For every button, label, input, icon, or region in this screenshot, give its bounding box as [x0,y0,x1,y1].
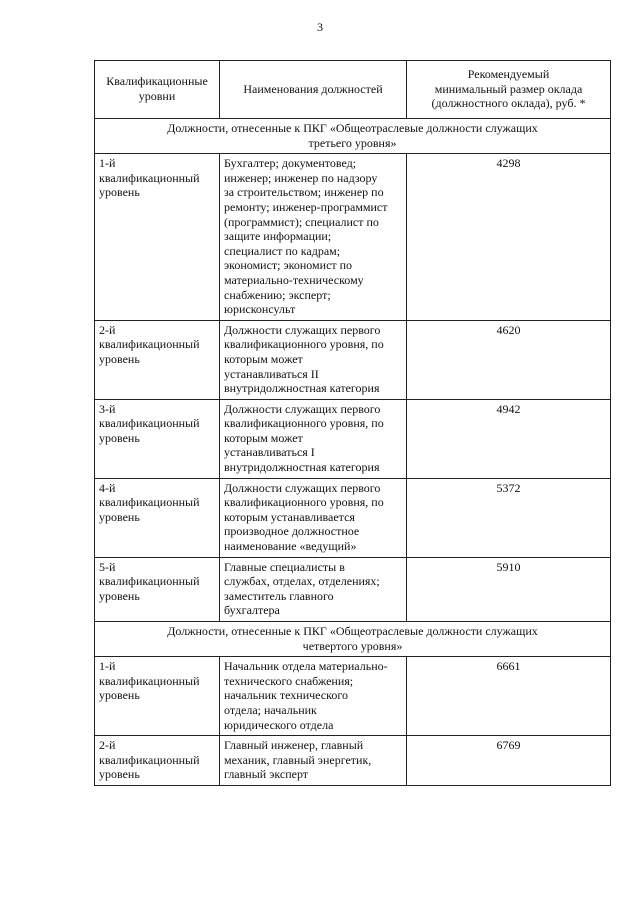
table-body [95,119,611,786]
positions-cell: Начальник отдела материально- технического снабжения; начальник технического отдела; начальник юридического отдела [220,657,407,736]
positions-cell: Должности служащих первого квалификационного уровня, по которым устанавливается производное должностное наименование «ведущий» [220,478,407,557]
salary-cell: 5910 [407,557,611,621]
table-header-row [95,61,611,119]
positions-cell: Главный инженер, главный механик, главный энергетик, главный эксперт [220,736,407,786]
qualification-level-cell: 4-й квалификационный уровень [95,478,220,557]
page-number: 3 [317,20,323,34]
header-min-salary: Рекомендуемый минимальный размер оклада (должностного оклада), руб. * [407,61,611,119]
salary-cell: 4298 [407,154,611,321]
table-row [95,154,611,321]
positions-cell: Главные специалисты в службах, отделах, отделениях; заместитель главного бухгалтера [220,557,407,621]
salary-cell: 4942 [407,399,611,478]
qualification-level-cell: 3-й квалификационный уровень [95,399,220,478]
qualification-level-cell: 2-й квалификационный уровень [95,736,220,786]
salary-cell: 4620 [407,320,611,399]
section-title: Должности, отнесенные к ПКГ «Общеотраслевые должности служащих четвертого уровня» [95,622,611,657]
qualification-level-cell: 5-й квалификационный уровень [95,557,220,621]
salary-cell: 6769 [407,736,611,786]
section-row [95,622,611,657]
positions-cell: Должности служащих первого квалификационного уровня, по которым может устанавливаться II внутридолжностная категория [220,320,407,399]
section-title: Должности, отнесенные к ПКГ «Общеотраслевые должности служащих третьего уровня» [95,119,611,154]
qualification-level-cell: 1-й квалификационный уровень [95,154,220,321]
table-row [95,557,611,621]
table-row [95,736,611,786]
header-position-names: Наименования должностей [220,61,407,119]
table-row [95,320,611,399]
salary-cell: 5372 [407,478,611,557]
table-row [95,657,611,736]
positions-cell: Должности служащих первого квалификационного уровня, по которым может устанавливаться I внутридолжностная категория [220,399,407,478]
qualification-level-cell: 1-й квалификационный уровень [95,657,220,736]
salary-cell: 6661 [407,657,611,736]
positions-cell: Бухгалтер; документовед; инженер; инженер по надзору за строительством; инженер по ремонту; инженер-программист (программист); специалист по защите информации; специалист по кадрам; экономист; экономист по материально-техническому снабжению; эксперт; юрисконсульт [220,154,407,321]
table-row [95,478,611,557]
qualification-level-cell: 2-й квалификационный уровень [95,320,220,399]
salary-table [94,60,611,786]
table-row [95,399,611,478]
header-qualification-levels: Квалификационные уровни [95,61,220,119]
section-row [95,119,611,154]
